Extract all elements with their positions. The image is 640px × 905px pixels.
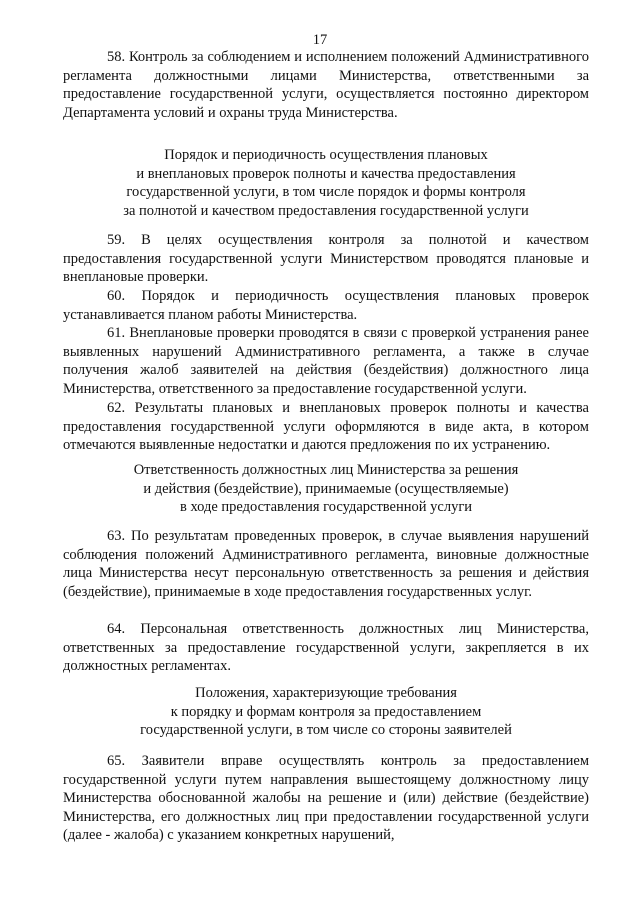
heading-line: и внеплановых проверок полноты и качества предоставления	[136, 165, 516, 182]
heading-line: Ответственность должностных лиц Министерства за решения	[133, 462, 519, 478]
paragraph-64: 64. Персональная ответственность должностных лиц Министерства, ответственных за предоставление государственной услуги, закрепляется в их должностных регламентах.	[63, 621, 589, 675]
heading-line: в ходе предоставления государственной услуги	[179, 499, 473, 516]
heading-line: государственной услуги, в том числе со стороны заявителей	[140, 722, 512, 739]
heading-line: государственной услуги, в том числе порядок и формы контроля	[126, 184, 526, 201]
section-heading-inspection-procedure	[63, 146, 589, 220]
paragraph-58: 58. Контроль за соблюдением и исполнением положений Административного регламента должностными лицами Министерства, ответственными за предоставление государственной услуги, осуществляется постоянно директором Департамента условий и охраны труда Министерства.	[63, 49, 589, 121]
heading-line: за полнотой и качеством предоставления государственной услуги	[123, 202, 529, 219]
paragraph-63: 63. По результатам проведенных проверок, в случае выявления нарушений соблюдения положений Административного регламента, виновные должностные лица Министерства несут персональную ответственность за решения и действия (бездействие), принимаемые в ходе предоставления государственных услуг.	[63, 528, 589, 600]
paragraph-62: 62. Результаты плановых и внеплановых проверок полноты и качества предоставления государственной услуги оформляются в виде акта, в котором отмечаются выявленные недостатки и даются предложения по их устранению.	[63, 400, 589, 454]
heading-line: к порядку и формам контроля за предоставлением	[170, 703, 482, 720]
heading-line: Порядок и периодичность осуществления плановых	[164, 147, 488, 163]
page-number: 17	[312, 32, 328, 48]
heading-line: Положения, характеризующие требования	[195, 685, 457, 701]
heading-line: и действия (бездействие), принимаемые (осуществляемые)	[143, 480, 509, 497]
section-heading-official-responsibility	[63, 461, 589, 517]
section-heading-control-requirements	[63, 684, 589, 740]
paragraph-61: 61. Внеплановые проверки проводятся в связи с проверкой устранения ранее выявленных нарушений Административного регламента, а также в случае получения жалоб заявителей на действия (бездействия) должностного лица Министерства, ответственного за предоставление государственной услуги.	[63, 325, 589, 397]
paragraph-60: 60. Порядок и периодичность осуществления плановых проверок устанавливается планом работы Министерства.	[63, 288, 589, 323]
paragraph-59: 59. В целях осуществления контроля за полнотой и качеством предоставления государственной услуги Министерством проводятся плановые и внеплановые проверки.	[63, 232, 589, 286]
paragraph-65: 65. Заявители вправе осуществлять контроль за предоставлением государственной услуги путем направления вышестоящему должностному лицу Министерства обоснованной жалобы на решение и (или) действие (бездействие) Министерства, его должностных лиц при предоставлении государственной услуги (далее - жалоба) с указанием конкретных нарушений,	[63, 753, 589, 844]
